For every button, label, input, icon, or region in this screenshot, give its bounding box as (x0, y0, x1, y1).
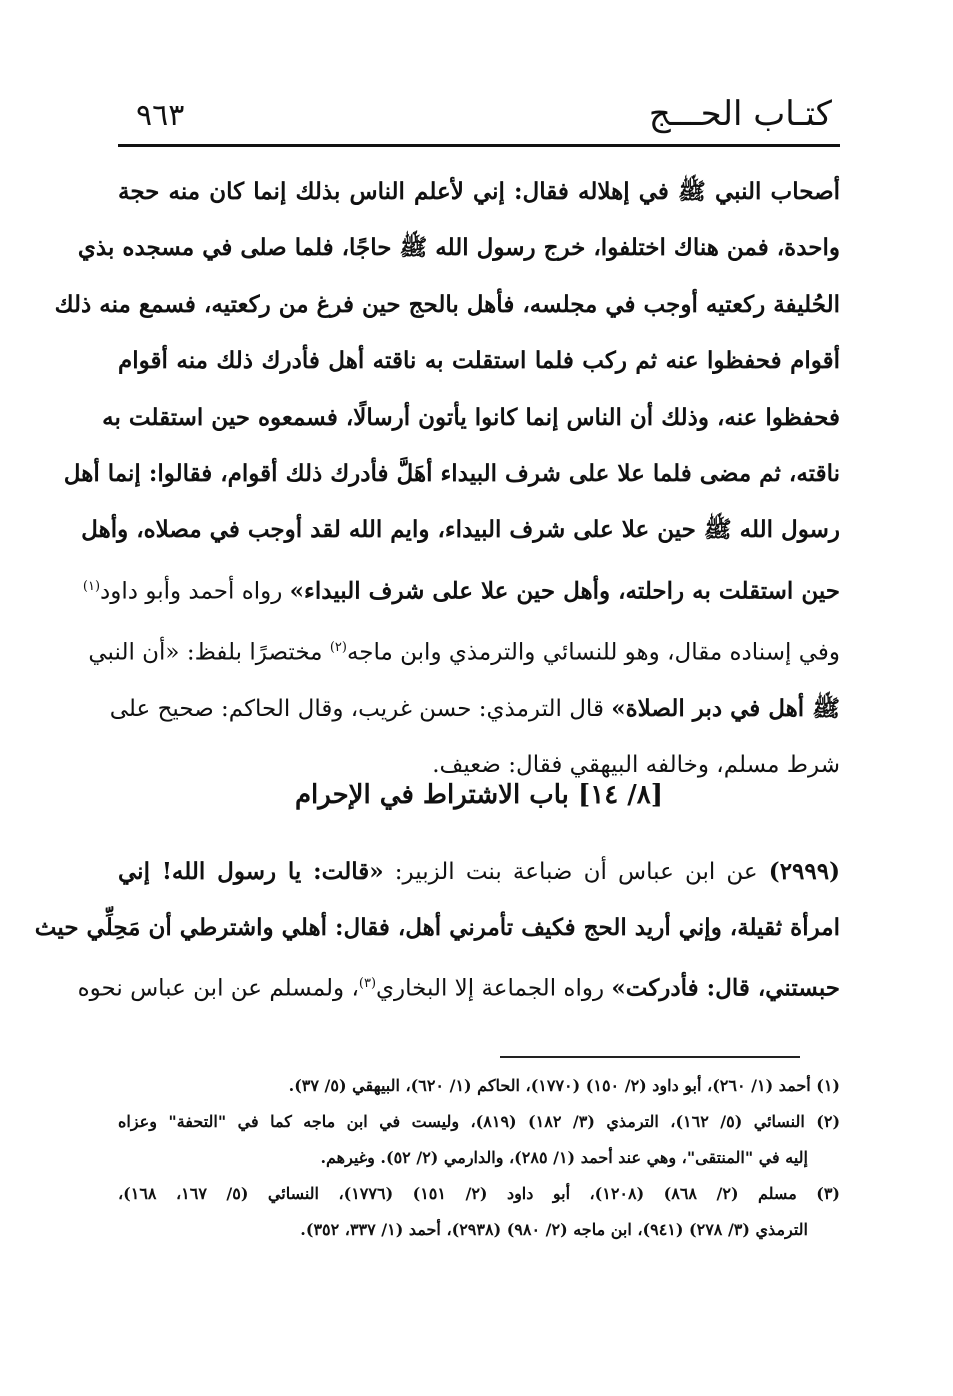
page-number: ٩٦٣ (136, 98, 185, 133)
source-text: ، ولمسلم عن ابن عباس نحوه (77, 975, 359, 1002)
footnote-1: (١) أحمد (١/ ٢٦٠)، أبو داود (٢/ ١٥٠) (١٧٧٠)، الحاكم (١/ ٦٢٠)، البيهقي (٥/ ٣٧). (288, 1076, 840, 1095)
hadith-block (34, 844, 840, 1017)
text-line: الحُليفة ركعتيه أوجب في مجلسه، فأهل بالحج حين فرغ من ركعتيه، فسمع منه ذلك (54, 290, 840, 318)
footnote-3-continued: الترمذي (٣/ ٢٧٨) (٩٤١)، ابن ماجه (٢/ ٩٨٠) (٢٩٣٨)، أحمد (١/ ٣٣٧، ٣٥٢). (300, 1220, 808, 1239)
footnote-2: (٢) النسائي (٥/ ١٦٢)، الترمذي (٣/ ١٨٢) (٨١٩)، وليست في ابن ماجه كما في "التحفة" وعزاه (118, 1112, 841, 1131)
footnote-2-continued: إليه في "المنتقى"، وهي عند أحمد (١/ ٢٨٥)، والدارمي (٢/ ٥٢). وغيرهم. (320, 1148, 808, 1167)
footnote-marker-1[interactable]: (١) (82, 578, 101, 594)
text-line (82, 559, 840, 620)
main-text (54, 164, 840, 794)
quote-text: حين استقلت به راحلته، وأهل حين علا على شرف البيداء» (289, 577, 840, 605)
text-line (118, 844, 840, 900)
text-line (77, 956, 840, 1017)
footnote-separator (500, 1056, 800, 1058)
text-line: أصحاب النبي ﷺ في إهلاله فقال: إني لأعلم الناس بذلك إنما كان منه حجة (118, 178, 840, 205)
page-header (118, 92, 840, 140)
book-title: كتـاب الحـــج (648, 94, 832, 134)
footnotes (118, 1068, 840, 1248)
source-text: رواه الجماعة إلا البخاري (376, 975, 612, 1002)
commentary-text: مختصرًا بلفظ: «أن النبي (88, 639, 330, 666)
commentary-text: قال الترمذي: حسن غريب، وقال الحاكم: صحيح على (109, 695, 612, 722)
narration-intro: عن ابن عباس أن ضباعة بنت الزبير: (383, 859, 769, 885)
quote-text: ﷺ أهل في دبر الصلاة» (611, 694, 840, 722)
chapter-heading: [٨/ ١٤] باب الاشتراط في الإحرام (294, 780, 664, 810)
text-line: واحدة، فمن هناك اختلفوا، خرج رسول الله ﷺ حاجًا، فلما صلى في مسجده بذي (77, 234, 840, 262)
text-line (88, 620, 840, 681)
text-line: فحفظوا عنه، وذلك أن الناس إنما كانوا يأتون أرسالًا، فسمعوه حين استقلت به (102, 403, 840, 431)
commentary-text: وفي إسناده مقال، وهو للنسائي والترمذي وابن ماجه (346, 639, 840, 666)
text-line: رسول الله ﷺ حين علا على شرف البيداء، وايم الله لقد أوجب في مصلاه، وأهل (81, 516, 840, 544)
hadith-number: (٢٩٩٩) (768, 858, 840, 885)
footnote-3: (٣) مسلم (٢/ ٨٦٨) (١٢٠٨)، أبو داود (٢/ ١٥١) (١٧٧٦)، النسائي (٥/ ١٦٧، ١٦٨)، (118, 1184, 840, 1203)
text-line: أقوام فحفظوا عنه ثم ركب فلما استقلت به ناقته أهل فأدرك ذلك منه أقوام (118, 347, 840, 375)
source-text: رواه أحمد وأبو داود (100, 578, 290, 605)
header-rule (118, 144, 840, 147)
quote-text: حبستني، قال: فأدركت» (611, 974, 840, 1002)
text-line (109, 681, 840, 737)
text-line: امرأة ثقيلة، وإني أريد الحج فكيف تأمرني أهل، فقال: أهلي واشترطي أن مَحِلِّي حيث (34, 914, 840, 941)
footnote-marker-2[interactable]: (٢) (329, 639, 347, 655)
quote-text: «قالت: يا رسول الله! إني (118, 858, 384, 885)
text-line: شرط مسلم، وخالفه البيهقي فقال: ضعيف. (432, 752, 840, 779)
footnote-marker-3[interactable]: (٣) (358, 976, 377, 991)
text-line: ناقته، ثم مضى فلما علا على شرف البيداء أهَلَّ فأدرك ذلك أقوام، فقالوا: إنما أهل (63, 460, 840, 488)
